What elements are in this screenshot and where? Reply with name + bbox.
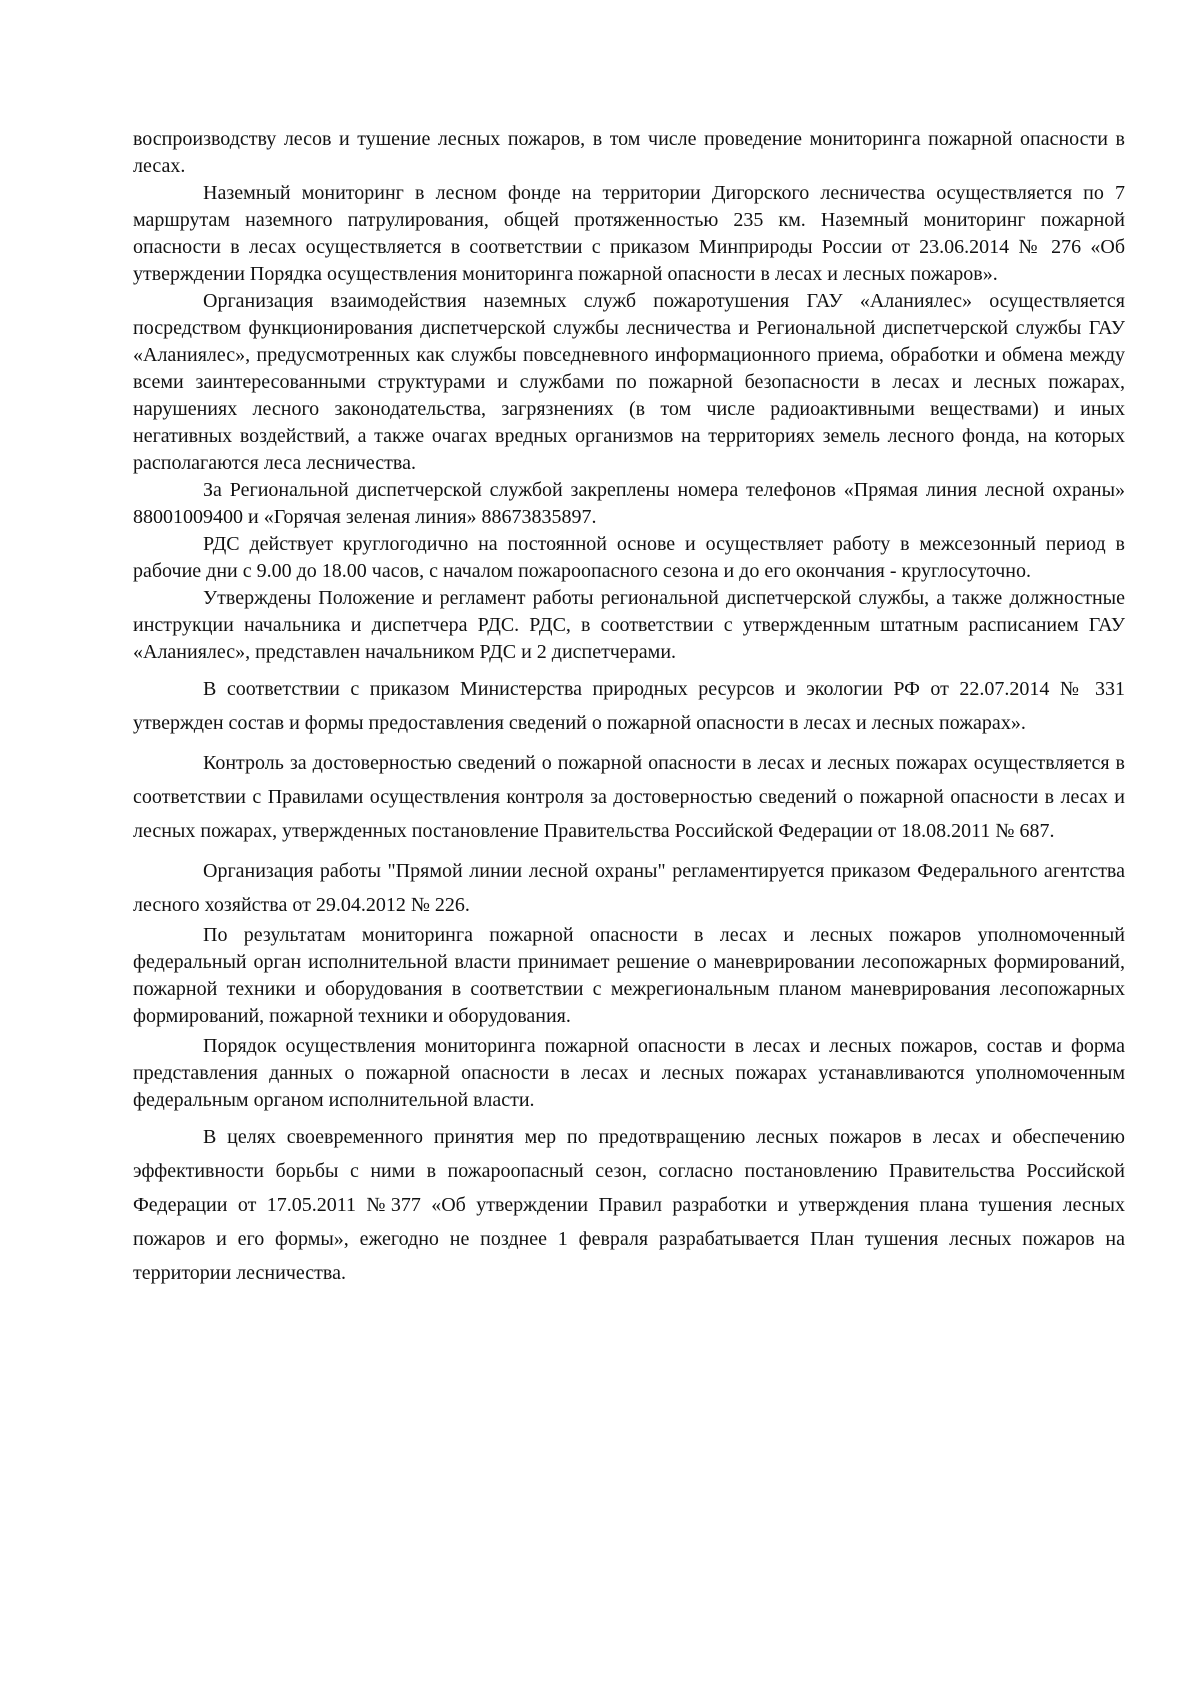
paragraph-ministry-order: В соответствии с приказом Министерства природных ресурсов и экологии РФ от 22.07.2014 № 331 утвержден состав и формы предоставления сведений о пожарной опасности в лесах и лесных пожарах». — [133, 678, 1125, 734]
paragraph-phone-numbers: За Региональной диспетчерской службой закреплены номера телефонов «Прямая линия лесной охраны» 88001009400 и «Горячая зеленая линия» 88673835897. — [133, 479, 1125, 528]
paragraph-fire-plan: В целях своевременного принятия мер по предотвращению лесных пожаров в лесах и обеспечению эффективности борьбы с ними в пожароопасный сезон, согласно постановлению Правительства Российской Федерации от 17.05.2011 №377 «Об утверждении Правил разработки и утверждения плана тушения лесных пожаров и его формы», ежегодно не позднее 1 февраля разрабатывается План тушения лесных пожаров на территории лесничества. — [133, 1126, 1125, 1284]
paragraph-continuation: воспроизводству лесов и тушение лесных пожаров, в том числе проведение мониторинга пожарной опасности в лесах. — [133, 128, 1125, 177]
paragraph-monitoring-procedure: Порядок осуществления мониторинга пожарной опасности в лесах и лесных пожаров, состав и форма представления данных о пожарной опасности в лесах и лесных пожарах устанавливаются уполномоченным федеральным органом исполнительной власти. — [133, 1035, 1125, 1111]
paragraph-direct-line: Организация работы "Прямой линии лесной охраны" регламентируется приказом Федерального агентства лесного хозяйства от 29.04.2012 № 226. — [133, 860, 1125, 916]
paragraph-ground-monitoring: Наземный мониторинг в лесном фонде на территории Дигорского лесничества осуществляется по 7 маршрутам наземного патрулирования, общей протяженностью 235 км. Наземный мониторинг пожарной опасности в лесах осуществляется в соответствии с приказом Минприроды России от 23.06.2014 № 276 «Об утверждении Порядка осуществления мониторинга пожарной опасности в лесах и лесных пожаров». — [133, 182, 1125, 285]
paragraph-rds-regulations: Утверждены Положение и регламент работы региональной диспетчерской службы, а также должностные инструкции начальника и диспетчера РДС. РДС, в соответствии с утвержденным штатным расписанием ГАУ «Аланиялес», представлен начальником РДС и 2 диспетчерами. — [133, 587, 1125, 663]
paragraph-rds-schedule: РДС действует круглогодично на постоянной основе и осуществляет работу в межсезонный период в рабочие дни с 9.00 до 18.00 часов, с началом пожароопасного сезона и до его окончания - круглосуточно. — [133, 533, 1125, 582]
paragraph-maneuvering: По результатам мониторинга пожарной опасности в лесах и лесных пожаров уполномоченный федеральный орган исполнительной власти принимает решение о маневрировании лесопожарных формирований, пожарной техники и оборудования в соответствии с межрегиональным планом маневрирования лесопожарных формирований, пожарной техники и оборудования. — [133, 924, 1125, 1027]
paragraph-reliability-control: Контроль за достоверностью сведений о пожарной опасности в лесах и лесных пожарах осуществляется в соответствии с Правилами осуществления контроля за достоверностью сведений о пожарной опасности в лесах и лесных пожарах, утвержденных постановление Правительства Российской Федерации от 18.08.2011 № 687. — [133, 752, 1125, 842]
document-body — [133, 126, 1125, 1290]
paragraph-interaction-organization: Организация взаимодействия наземных служб пожаротушения ГАУ «Аланиялес» осуществляется посредством функционирования диспетчерской службы лесничества и Региональной диспетчерской службы ГАУ «Аланиялес», предусмотренных как службы повседневного информационного приема, обработки и обмена между всеми заинтересованными структурами и службами по пожарной безопасности в лесах и лесных пожарах, нарушениях лесного законодательства, загрязнениях (в том числе радиоактивными веществами) и иных негативных воздействий, а также очагах вредных организмов на территориях земель лесного фонда, на которых располагаются леса лесничества. — [133, 290, 1125, 474]
